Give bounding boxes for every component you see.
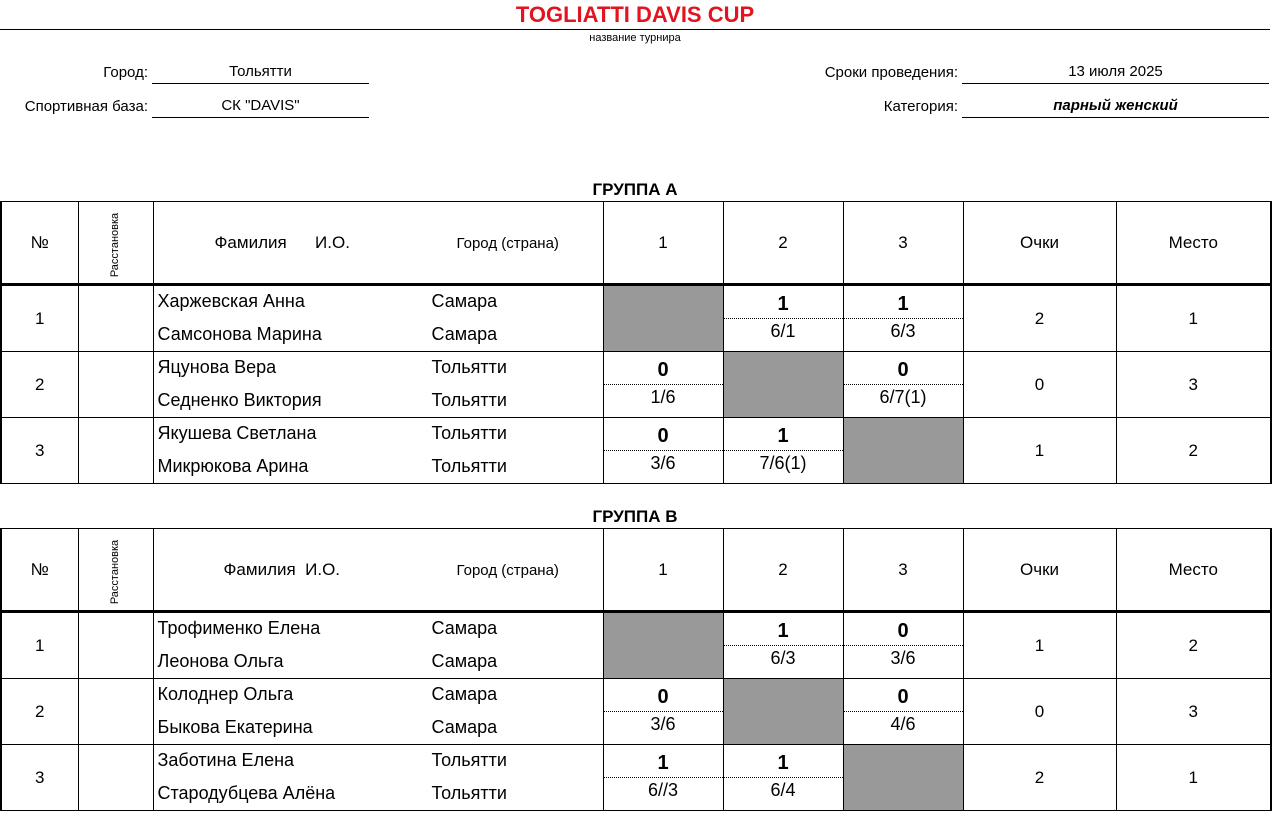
player-1-city: Тольятти (431, 357, 507, 377)
player-2-name: Самсонова Марина (157, 324, 322, 344)
match-cell (723, 612, 843, 679)
player-1-city: Тольятти (431, 423, 507, 443)
player-2-name: Быкова Екатерина (157, 717, 313, 737)
match-result: 1 (777, 293, 789, 315)
points-cell: 0 (963, 352, 1116, 418)
category-value: парный женский (962, 97, 1269, 118)
base-label: Спортивная база: (24, 98, 148, 115)
player-2-city: Тольятти (431, 456, 507, 476)
seed-cell (78, 612, 153, 679)
table-header-row (1, 529, 1271, 612)
points-cell: 1 (963, 418, 1116, 484)
row-number: 3 (1, 745, 78, 811)
player-1-name: Заботина Елена (157, 750, 295, 770)
name-header-text: Фамилия И.О. (223, 560, 341, 579)
match-result: 1 (777, 620, 789, 642)
seed-cell (78, 745, 153, 811)
match-cell (843, 285, 963, 352)
match-cell (603, 352, 723, 418)
match-score: 6/4 (770, 780, 796, 800)
match-result: 0 (657, 359, 669, 381)
city-label: Город: (103, 64, 148, 81)
match-result: 0 (897, 359, 909, 381)
col-1-header: 1 (603, 529, 723, 612)
player-1-name: Колоднер Ольга (157, 684, 294, 704)
player-2-city: Самара (431, 717, 498, 737)
col-points-header: Очки (963, 529, 1116, 612)
group-a-table (0, 201, 1272, 484)
row-number: 1 (1, 285, 78, 352)
player-2-city: Тольятти (431, 390, 507, 410)
pair-cell (153, 285, 603, 352)
col-seed-header (78, 202, 153, 285)
match-result: 0 (897, 620, 909, 642)
player-2-name: Стародубцева Алёна (157, 783, 336, 803)
match-score: 3/6 (890, 648, 916, 668)
player-2-name: Леонова Ольга (157, 651, 284, 671)
match-score: 3/6 (650, 453, 676, 473)
tournament-title: TOGLIATTI DAVIS CUP (515, 2, 755, 27)
match-score: 6/1 (770, 321, 796, 341)
match-cell (603, 745, 723, 811)
col-name-header (153, 202, 603, 285)
match-score: 6/3 (890, 321, 916, 341)
player-1-name: Якушева Светлана (157, 423, 317, 443)
match-result: 0 (657, 686, 669, 708)
city-value: Тольятти (152, 63, 369, 84)
place-cell: 1 (1116, 745, 1271, 811)
table-row (1, 679, 1271, 745)
match-score: 6/7(1) (879, 387, 927, 407)
player-1-name: Яцунова Вера (157, 357, 277, 377)
row-number: 3 (1, 418, 78, 484)
category-label: Категория: (883, 98, 958, 115)
dates-value: 13 июля 2025 (962, 63, 1269, 84)
seed-cell (78, 679, 153, 745)
seed-header-text: Расстановка (109, 539, 122, 604)
base-value: СК "DAVIS" (152, 97, 369, 118)
place-cell: 2 (1116, 612, 1271, 679)
empty-self-cell (603, 285, 723, 352)
player-2-city: Самара (431, 651, 498, 671)
table-row (1, 352, 1271, 418)
empty-self-cell (843, 418, 963, 484)
match-cell (843, 679, 963, 745)
match-result: 0 (657, 425, 669, 447)
group-a-title: ГРУППА А (592, 180, 678, 199)
player-2-name: Микрюкова Арина (157, 456, 309, 476)
match-cell (843, 352, 963, 418)
col-1-header: 1 (603, 202, 723, 285)
pair-cell (153, 745, 603, 811)
match-cell (723, 418, 843, 484)
col-2-header: 2 (723, 529, 843, 612)
row-number: 2 (1, 352, 78, 418)
match-score: 4/6 (890, 714, 916, 734)
player-1-city: Самара (431, 291, 498, 311)
empty-self-cell (723, 352, 843, 418)
pair-cell (153, 352, 603, 418)
seed-header-text: Расстановка (109, 212, 122, 277)
city-header-text: Город (страна) (456, 235, 559, 252)
match-score: 1/6 (650, 387, 676, 407)
points-cell: 2 (963, 745, 1116, 811)
player-1-name: Харжевская Анна (157, 291, 305, 311)
match-cell (843, 612, 963, 679)
match-result: 0 (897, 686, 909, 708)
col-num-header: № (1, 202, 78, 285)
title-underline (0, 29, 1270, 30)
match-score: 3/6 (650, 714, 676, 734)
points-cell: 0 (963, 679, 1116, 745)
dates-label: Сроки проведения: (824, 64, 958, 81)
col-3-header: 3 (843, 529, 963, 612)
col-name-header (153, 529, 603, 612)
row-number: 1 (1, 612, 78, 679)
place-cell: 3 (1116, 352, 1271, 418)
seed-cell (78, 418, 153, 484)
row-number: 2 (1, 679, 78, 745)
table-header-row (1, 202, 1271, 285)
player-2-name: Седненко Виктория (157, 390, 322, 410)
match-cell (603, 679, 723, 745)
col-points-header: Очки (963, 202, 1116, 285)
city-header-text: Город (страна) (456, 562, 559, 579)
table-row (1, 745, 1271, 811)
player-1-city: Тольятти (431, 750, 507, 770)
match-cell (603, 418, 723, 484)
match-cell (723, 285, 843, 352)
player-1-name: Трофименко Елена (157, 618, 321, 638)
tournament-subtitle: название турнира (589, 32, 681, 44)
place-cell: 3 (1116, 679, 1271, 745)
match-score: 7/6(1) (759, 453, 807, 473)
place-cell: 1 (1116, 285, 1271, 352)
seed-cell (78, 285, 153, 352)
player-1-city: Самара (431, 618, 498, 638)
match-result: 1 (777, 425, 789, 447)
match-score: 6//3 (647, 780, 679, 800)
table-row (1, 285, 1271, 352)
place-cell: 2 (1116, 418, 1271, 484)
col-num-header: № (1, 529, 78, 612)
match-result: 1 (897, 293, 909, 315)
col-place-header: Место (1116, 529, 1271, 612)
empty-self-cell (843, 745, 963, 811)
match-score: 6/3 (770, 648, 796, 668)
match-result: 1 (777, 752, 789, 774)
group-b-table (0, 528, 1272, 811)
seed-cell (78, 352, 153, 418)
player-2-city: Самара (431, 324, 498, 344)
player-1-city: Самара (431, 684, 498, 704)
group-b-title: ГРУППА В (592, 507, 678, 526)
match-cell (723, 745, 843, 811)
pair-cell (153, 418, 603, 484)
table-row (1, 418, 1271, 484)
col-place-header: Место (1116, 202, 1271, 285)
player-2-city: Тольятти (431, 783, 507, 803)
col-seed-header (78, 529, 153, 612)
points-cell: 1 (963, 612, 1116, 679)
col-2-header: 2 (723, 202, 843, 285)
points-cell: 2 (963, 285, 1116, 352)
empty-self-cell (723, 679, 843, 745)
name-header-text: Фамилия И.О. (214, 233, 350, 252)
col-3-header: 3 (843, 202, 963, 285)
pair-cell (153, 679, 603, 745)
table-row (1, 612, 1271, 679)
match-result: 1 (657, 752, 669, 774)
pair-cell (153, 612, 603, 679)
empty-self-cell (603, 612, 723, 679)
